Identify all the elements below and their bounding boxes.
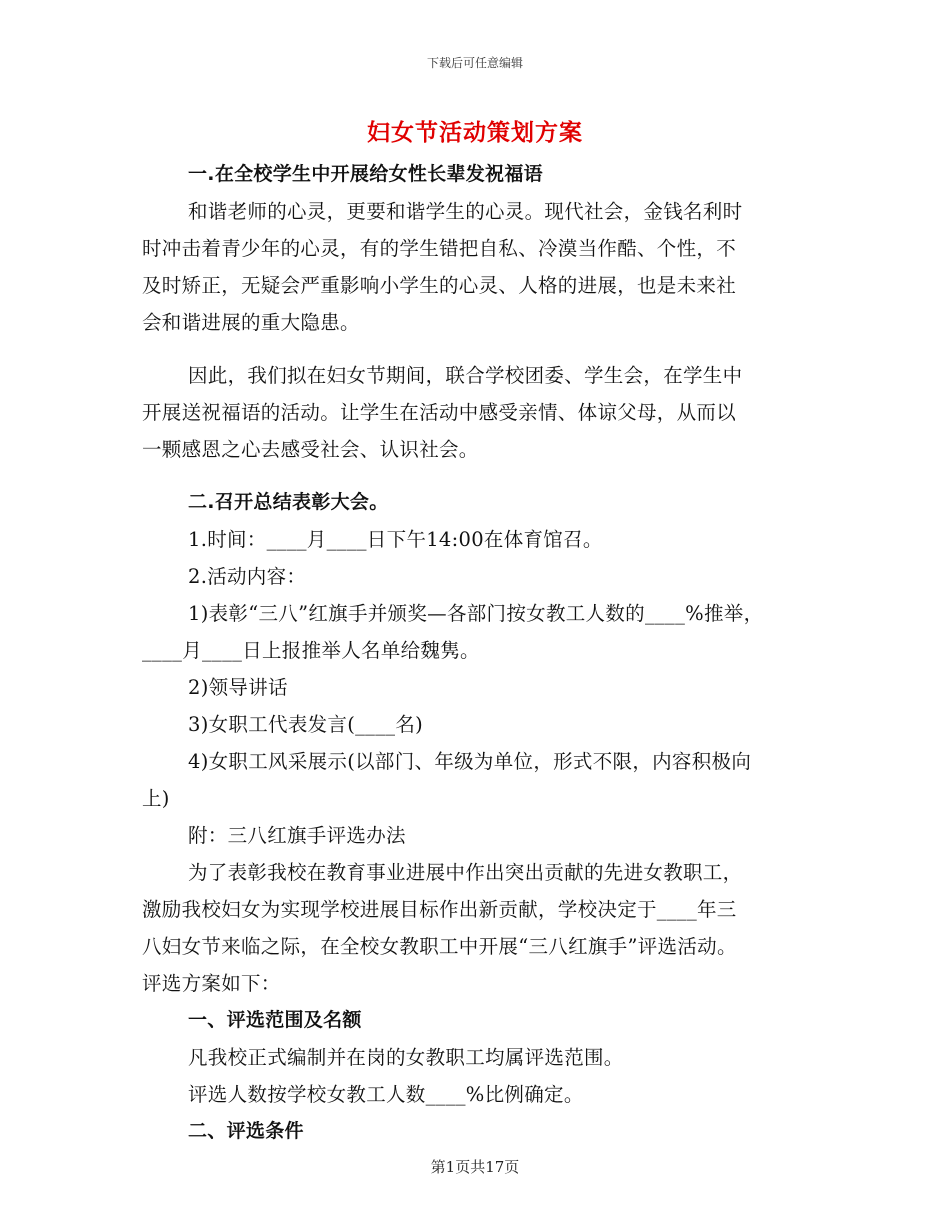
- list-item: 4)女职工风采展示(以部门、年级为单位，形式不限，内容积极向: [188, 750, 752, 773]
- list-item: 1)表彰“三八”红旗手并颁奖—各部门按女教工人数的____%推举，: [188, 602, 764, 625]
- paragraph-line: 和谐老师的心灵，更要和谐学生的心灵。现代社会，金钱名利时: [188, 200, 743, 223]
- document-title: 妇女节活动策划方案: [367, 119, 583, 146]
- document-body: [142, 156, 822, 1150]
- list-item-continuation: 上): [142, 787, 170, 810]
- list-item: 3)女职工代表发言(____名): [188, 713, 424, 736]
- paragraph-line: 因此，我们拟在妇女节期间，联合学校团委、学生会，在学生中: [188, 364, 743, 387]
- section-heading-3: 一、评选范围及名额: [188, 1009, 362, 1031]
- paragraph-line: 激励我校妇女为实现学校进展目标作出新贡献，学校决定于____年三: [142, 898, 737, 921]
- appendix-heading: 附：三八红旗手评选办法: [188, 824, 406, 847]
- paragraph-line: 一颗感恩之心去感受社会、认识社会。: [142, 438, 479, 461]
- paragraph-line: 凡我校正式编制并在岗的女教职工均属评选范围。: [188, 1046, 624, 1069]
- paragraph-line: 八妇女节来临之际，在全校女教职工中开展“三八红旗手”评选活动。: [142, 935, 737, 958]
- section-heading-2: 二.召开总结表彰大会。: [188, 491, 389, 513]
- paragraph-line: 开展送祝福语的活动。让学生在活动中感受亲情、体谅父母，从而以: [142, 401, 737, 424]
- paragraph-line: 及时矫正，无疑会严重影响小学生的心灵、人格的进展，也是未来社: [142, 274, 737, 297]
- section-heading-4: 二、评选条件: [188, 1120, 304, 1142]
- list-item: 1.时间：____月____日下午14:00在体育馆召。: [188, 528, 603, 551]
- paragraph-line: 时冲击着青少年的心灵，有的学生错把自私、冷漠当作酷、个性，不: [142, 237, 737, 260]
- paragraph-line: 为了表彰我校在教育事业进展中作出突出贡献的先进女教职工，: [188, 861, 743, 884]
- page-footer: 第1页共17页: [430, 1158, 520, 1176]
- paragraph-line: 评选人数按学校女教工人数____%比例确定。: [188, 1083, 584, 1106]
- section-heading-1: 一.在全校学生中开展给女性长辈发祝福语: [188, 163, 543, 185]
- paragraph-line: 评选方案如下：: [142, 972, 281, 995]
- list-item: 2.活动内容：: [188, 565, 307, 588]
- list-item-continuation: ____月____日上报推举人名单给魏隽。: [142, 639, 480, 662]
- paragraph-line: 会和谐进展的重大隐患。: [142, 311, 360, 334]
- header-note: 下载后可任意编辑: [426, 56, 523, 70]
- list-item: 2)领导讲话: [188, 676, 288, 699]
